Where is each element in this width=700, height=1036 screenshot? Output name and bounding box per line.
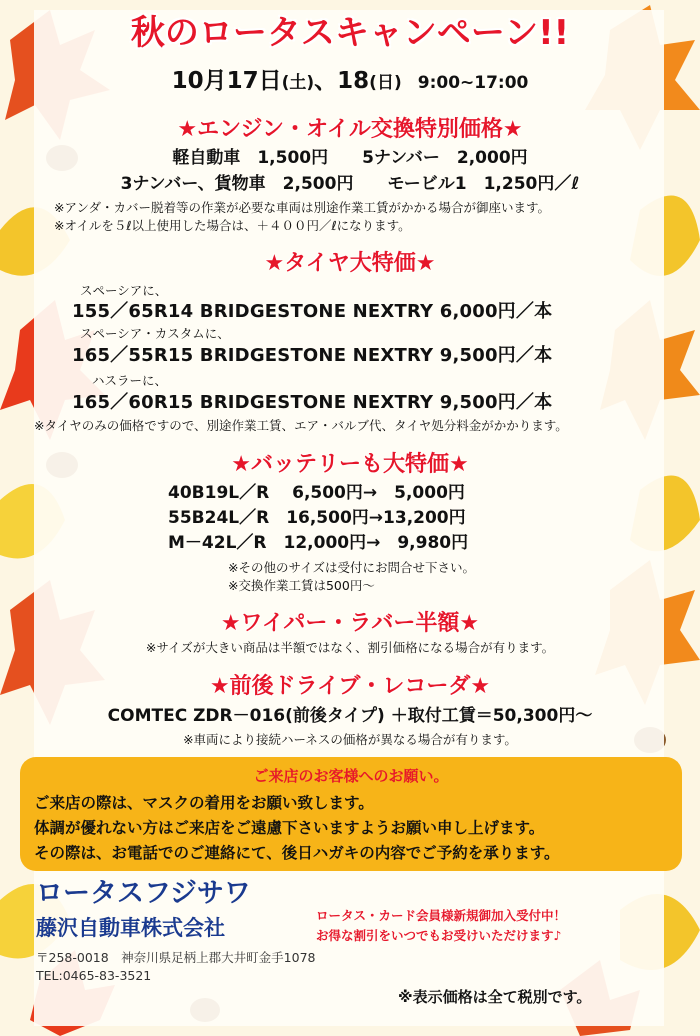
tire-line: 165／60R15 BRIDGESTONE NEXTRY 9,500円／本 [72, 392, 553, 413]
engine-oil-line1: 軽自動車 1,500円 5ナンバー 2,000円 [172, 148, 528, 168]
tires-note: ※タイヤのみの価格ですので、別途作業工賃、エア・バルブ代、タイヤ処分料金がかかります。 [34, 418, 568, 433]
tire-caption: スペーシアに、 [80, 283, 168, 298]
store-name: ロータスフジサワ [36, 878, 251, 909]
tire-caption: ハスラーに、 [92, 373, 168, 388]
engine-oil-note1: ※アンダ・カバー脱着等の作業が必要な車両は別途作業工賃がかかる場合が御座います。 [54, 200, 550, 215]
engine-oil-note2: ※オイルを５ℓ以上使用した場合は、＋４００円／ℓになります。 [54, 218, 411, 233]
date-day2: 18 [337, 68, 370, 94]
member-line1: ロータス・カード会員様新規御加入受付中！ [316, 908, 567, 923]
recorder-note: ※車両により接続ハーネスの価格が異なる場合が有ります。 [183, 732, 517, 747]
company-name: 藤沢自動車株式会社 [36, 916, 225, 940]
date-dow2: (日) [369, 73, 402, 93]
date-time: 9:00~17:00 [417, 73, 529, 93]
tires-heading: ★タイヤ大特価★ [264, 251, 436, 276]
engine-oil-heading: ★エンジン・オイル交換特別価格★ [177, 117, 523, 142]
recorder-line: COMTEC ZDR－016(前後タイプ) ＋取付工賃＝50,300円～ [107, 706, 593, 726]
phone-number: TEL:0465-83-3521 [36, 968, 152, 983]
battery-row: 40B19L／R 6,500円→ 5,000円 [168, 483, 465, 503]
notice-line1: ご来店の際は、マスクの着用をお願い致します。 [34, 794, 374, 812]
battery-note1: ※その他のサイズは受付にお問合せ下さい。 [228, 560, 475, 575]
member-line2: お得な割引をいつでもお受けいただけます♪ [316, 928, 562, 943]
tax-note: ※表示価格は全て税別です。 [398, 988, 592, 1006]
address: 〒258-0018 神奈川県足柄上郡大井町金手1078 [36, 950, 316, 965]
campaign-title: 秋のロータスキャンペーン!! [130, 13, 570, 53]
tire-line: 165／55R15 BRIDGESTONE NEXTRY 9,500円／本 [72, 345, 553, 366]
wiper-heading: ★ワイパー・ラバー半額★ [220, 611, 480, 636]
wiper-note: ※サイズが大きい商品は半額ではなく、割引価格になる場合が有ります。 [145, 640, 555, 655]
battery-heading: ★バッテリーも大特価★ [231, 452, 469, 477]
battery-row: 55B24L／R 16,500円→13,200円 [168, 508, 466, 528]
recorder-heading: ★前後ドライブ・レコーダ★ [209, 674, 491, 699]
notice-line2: 体調が優れない方はご来店をご遠慮下さいますようお願い申し上げます。 [34, 819, 545, 837]
date-sep: 、 [314, 68, 338, 94]
date-day1: 10月17日 [171, 68, 282, 94]
battery-note2: ※交換作業工賃は500円～ [228, 578, 375, 593]
notice-line3: その際は、お電話でのご連絡にて、後日ハガキの内容でご予約を承ります。 [34, 844, 560, 862]
engine-oil-line2: 3ナンバー、貨物車 2,500円 モービル1 1,250円／ℓ [120, 174, 580, 194]
tire-caption: スペーシア・カスタムに、 [80, 326, 230, 341]
battery-row: M－42L／R 12,000円→ 9,980円 [168, 533, 469, 553]
tire-line: 155／65R14 BRIDGESTONE NEXTRY 6,000円／本 [72, 301, 553, 322]
date-dow1: (土) [281, 73, 315, 93]
notice-title: ご来店のお客様へのお願い。 [253, 767, 449, 785]
